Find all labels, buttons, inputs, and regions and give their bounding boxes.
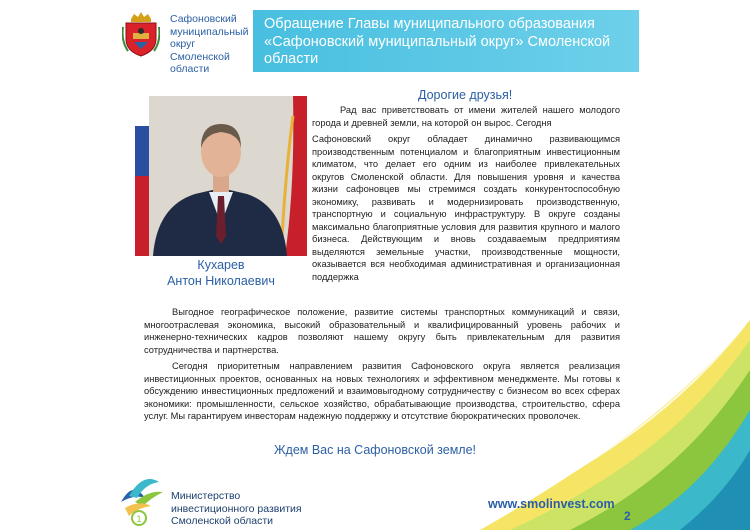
paragraph-geography: Выгодное географическое положение, развитие системы транспортных коммуникаций и связи, многоотраслевая экономика, высокий образовательный и квалифицированный уровень рабочих и инженерно-технических кадров позволяют нашему округу быть привлекательным для развития сотрудничества и партнерства. (144, 307, 620, 355)
ministry-line: Смоленской области (171, 515, 274, 527)
paragraph-main: Сафоновский округ обладает динамично развивающимся производственным потенциалом и благоприятным инвестиционным климатом, что делает его одним из наиболее привлекательных округов Смоленской области. Для повышения уровня и качества жизни сафоновцев мы стремимся создать конкурентоспособную экономику, развивать и модернизировать производственную, транспортную и социальную инфраструктуру. В округе созданы максимально благоприятные условия для развития крупного и малого бизнеса. Действующим и вновь создаваемым предприятиям выделяются земельные участки, производственные мощности, оказывается вся необходимая административная и организационная поддержка (312, 134, 620, 282)
person-given-names: Антон Николаевич (167, 273, 275, 288)
paragraph-intro: Рад вас приветствовать от имени жителей нашего молодого города и древней земли, на которой он вырос. Сегодня (312, 105, 620, 128)
closing-line: Ждем Вас на Сафоновской земле! (273, 443, 477, 457)
website-link[interactable]: www.smolinvest.com (488, 497, 615, 511)
page-number: 2 (624, 509, 631, 523)
bird-logo-icon (115, 472, 167, 526)
person-name (135, 258, 307, 289)
ministry-line: Министерство (171, 490, 241, 502)
title-line: Обращение Главы муниципального образования (264, 16, 595, 32)
region-name (170, 13, 260, 76)
region-line: Сафоновский (170, 13, 237, 25)
page-title (264, 16, 632, 69)
region-line: муниципальный (170, 25, 249, 38)
greeting: Дорогие друзья! (418, 88, 513, 102)
region-line: Смоленской (170, 50, 230, 63)
ministry-line: инвестиционного развития (171, 502, 302, 515)
title-line: области (264, 51, 319, 67)
svg-text:1: 1 (136, 514, 142, 524)
person-surname: Кухарев (197, 258, 245, 272)
coat-of-arms-icon (122, 11, 160, 57)
region-line: округ (170, 38, 196, 50)
ministry-name (171, 490, 331, 528)
title-line: «Сафоновский муниципальный округ» Смоленской (264, 33, 611, 50)
paragraph-priority: Сегодня приоритетным направлением развития Сафоновского округа является реализация инвестиционных проектов, основанных на новых технологиях и эффективном менеджменте. Мы готовы к обсуждению инвестиционных предложений и взаимовыгодному сотрудничеству с бизнесом во всех сферах экономики: промышленности, сельское хозяйство, обрабатывающие производства, строительство, сфера услуг. Мы гарантируем инвесторам надежную поддержку и отсутствие бюрократических проволочек. (144, 361, 620, 421)
region-line: области (170, 63, 210, 75)
portrait-photo (135, 96, 307, 256)
